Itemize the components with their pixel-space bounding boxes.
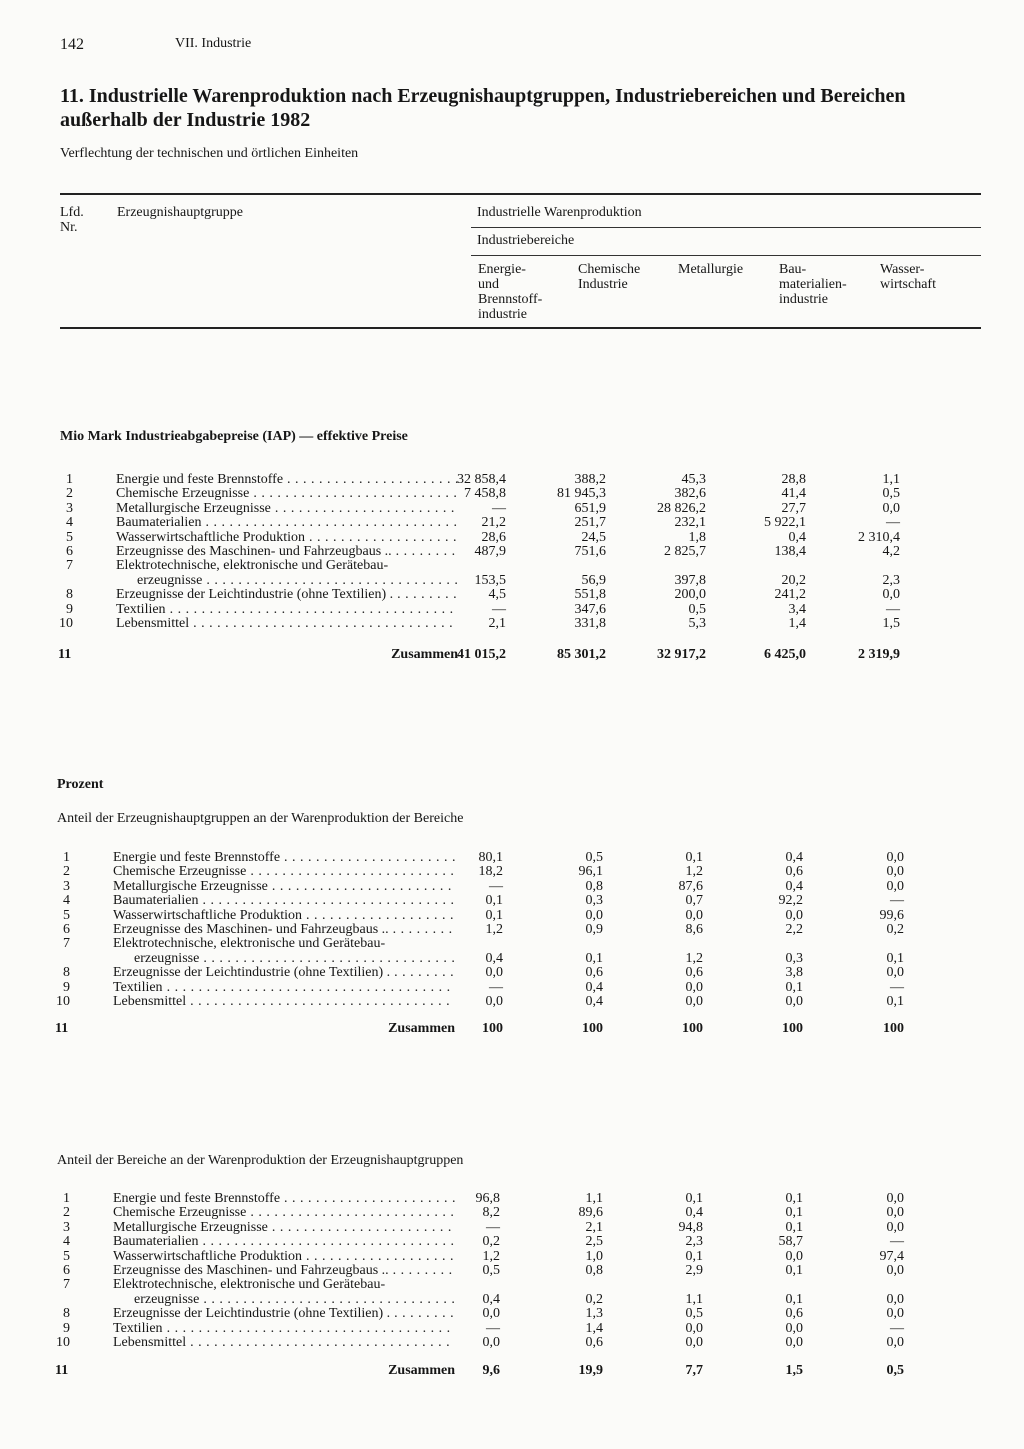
total-number: 11: [55, 1021, 69, 1036]
cell-value: 751,6: [574, 544, 606, 559]
cell-value: 0,0: [485, 994, 503, 1009]
cell-value: 87,6: [678, 878, 703, 894]
cell-value: 347,6: [574, 601, 606, 617]
row-label: Erzeugnisse des Maschinen- und Fahrzeugbaus .. . . .: [113, 1263, 455, 1278]
cell-value: 1,1: [882, 472, 900, 487]
cell-value: 92,2: [778, 893, 803, 909]
cell-value: 2,5: [585, 1234, 603, 1250]
cell-value: —: [492, 500, 506, 516]
row-label: Baumaterialien . . .: [113, 1234, 455, 1249]
cell-value: 3,8: [785, 965, 803, 981]
table-row: [0, 602, 1024, 617]
total-value: 1,5: [785, 1363, 803, 1378]
cell-value: 0,0: [482, 1335, 500, 1350]
cell-value: 0,1: [685, 850, 703, 865]
row-label: Elektrotechnische, elektronische und Gerätebau-: [113, 1277, 386, 1293]
header-col-baumaterialien: Bau- materialien- industrie: [779, 262, 847, 307]
row-label: Lebensmittel . . .: [113, 1335, 455, 1350]
cell-value: 0,1: [585, 950, 603, 966]
header-col-energie: Energie- und Brennstoff- industrie: [478, 262, 543, 322]
cell-value: 487,9: [474, 544, 506, 559]
table-title: 11. Industrielle Warenproduktion nach Erzeugnishauptgruppen, Industriebereichen und Bereichen außerhalb der Industrie 1982: [60, 85, 906, 131]
total-value: 32 917,2: [657, 647, 706, 662]
cell-value: 0,4: [585, 994, 603, 1009]
table-row: [0, 850, 1024, 865]
row-label: Wasserwirtschaftliche Produktion . . .: [116, 530, 458, 545]
cell-value: 0,0: [886, 878, 904, 894]
cell-value: 0,1: [886, 994, 904, 1009]
cell-value: 1,5: [882, 616, 900, 631]
row-label: Chemische Erzeugnisse . . .: [116, 486, 458, 501]
cell-value: 0,3: [785, 950, 803, 966]
cell-value: 0,0: [886, 1335, 904, 1350]
cell-value: 24,5: [581, 529, 606, 545]
chapter-title: VII. Industrie: [175, 36, 252, 51]
table-row: [0, 1263, 1024, 1278]
cell-value: 0,0: [685, 979, 703, 995]
cell-value: 0,6: [585, 1335, 603, 1350]
cell-value: —: [489, 878, 503, 894]
cell-value: 0,0: [685, 1335, 703, 1350]
cell-value: 0,0: [685, 994, 703, 1009]
cell-value: 200,0: [674, 587, 706, 603]
row-label: Lebensmittel . . .: [116, 616, 458, 631]
row-number: 8: [66, 587, 73, 603]
total-value: 100: [883, 1021, 904, 1036]
cell-value: 81 945,3: [557, 486, 606, 502]
section-3-subheading: Anteil der Bereiche an der Warenproduktion der Erzeugnishauptgruppen: [57, 1153, 464, 1168]
cell-value: 21,2: [481, 515, 506, 531]
cell-value: 1,3: [585, 1306, 603, 1322]
table-row: [0, 1191, 1024, 1206]
cell-value: —: [886, 515, 900, 531]
total-number: 11: [55, 1363, 69, 1378]
section-2-subheading: Anteil der Erzeugnishauptgruppen an der Warenproduktion der Bereiche: [57, 811, 464, 826]
table-row: [0, 1321, 1024, 1336]
table-row: [0, 558, 1024, 588]
cell-value: —: [890, 1320, 904, 1336]
page-number: 142: [60, 36, 84, 53]
cell-value: 0,1: [785, 1191, 803, 1206]
cell-value: 8,6: [685, 922, 703, 937]
cell-value: 0,5: [882, 486, 900, 502]
row-label: Wasserwirtschaftliche Produktion . . .: [113, 1249, 455, 1264]
cell-value: 0,4: [785, 878, 803, 894]
cell-value: 0,1: [485, 893, 503, 909]
cell-value: 58,7: [778, 1234, 803, 1250]
cell-value: 0,6: [785, 864, 803, 880]
cell-value: 1,1: [685, 1291, 703, 1307]
total-label: Zusammen: [391, 647, 458, 662]
cell-value: 56,9: [581, 572, 606, 588]
cell-value: 4,2: [882, 544, 900, 559]
table-row: [0, 980, 1024, 995]
cell-value: 251,7: [574, 515, 606, 531]
header-col-wasser: Wasser- wirtschaft: [880, 262, 936, 292]
cell-value: 0,1: [886, 950, 904, 966]
cell-value: 0,4: [485, 950, 503, 966]
total-label: Zusammen: [388, 1363, 455, 1378]
cell-value: 382,6: [674, 486, 706, 502]
row-label-continued: erzeugnisse . . .: [134, 1292, 455, 1307]
row-label: Chemische Erzeugnisse . . .: [113, 1205, 455, 1220]
cell-value: 18,2: [478, 864, 503, 880]
cell-value: 0,4: [785, 850, 803, 865]
section-1-heading: Mio Mark Industrieabgabepreise (IAP) — effektive Preise: [60, 429, 408, 444]
row-label: Wasserwirtschaftliche Produktion . . .: [113, 908, 455, 923]
cell-value: 89,6: [578, 1205, 603, 1221]
table-row: [0, 994, 1024, 1009]
cell-value: 41,4: [781, 486, 806, 502]
row-number: 1: [66, 472, 73, 487]
header-top-rule: [60, 193, 981, 195]
cell-value: 0,0: [886, 850, 904, 865]
cell-value: 0,6: [585, 965, 603, 981]
row-number: 4: [66, 515, 73, 531]
row-number: 3: [66, 500, 73, 516]
header-bottom-rule: [60, 327, 981, 329]
cell-value: 94,8: [678, 1219, 703, 1235]
table-row: [0, 1234, 1024, 1249]
cell-value: —: [886, 601, 900, 617]
cell-value: 0,6: [685, 965, 703, 981]
table-row: [0, 1220, 1024, 1235]
cell-value: 27,7: [781, 500, 806, 516]
cell-value: 1,2: [485, 922, 503, 937]
total-number: 11: [58, 647, 72, 662]
cell-value: 388,2: [574, 472, 606, 487]
cell-value: —: [486, 1219, 500, 1235]
row-label: Textilien . . .: [116, 602, 458, 617]
table-row: [0, 486, 1024, 501]
table-row: [0, 893, 1024, 908]
header-warenproduktion: Industrielle Warenproduktion: [477, 205, 642, 220]
cell-value: 0,4: [482, 1291, 500, 1307]
cell-value: —: [890, 893, 904, 909]
cell-value: 45,3: [681, 472, 706, 487]
cell-value: 0,0: [685, 1320, 703, 1336]
cell-value: 97,4: [879, 1248, 904, 1264]
cell-value: 1,2: [685, 950, 703, 966]
row-number: 8: [63, 1306, 70, 1322]
cell-value: 0,4: [585, 979, 603, 995]
cell-value: 0,0: [886, 1205, 904, 1221]
table-row: [0, 1335, 1024, 1350]
cell-value: 0,2: [482, 1234, 500, 1250]
cell-value: 0,0: [685, 907, 703, 923]
total-row: [0, 1363, 1024, 1378]
row-label: Erzeugnisse der Leichtindustrie (ohne Textilien) . . . .: [113, 1306, 455, 1321]
total-value: 0,5: [886, 1363, 904, 1378]
cell-value: 2,1: [585, 1219, 603, 1235]
cell-value: 28,6: [481, 529, 506, 545]
cell-value: 0,0: [785, 907, 803, 923]
cell-value: 1,0: [585, 1248, 603, 1264]
table-row: [0, 616, 1024, 631]
cell-value: 1,2: [685, 864, 703, 880]
cell-value: 232,1: [674, 515, 706, 531]
cell-value: 0,2: [585, 1291, 603, 1307]
cell-value: 0,5: [585, 850, 603, 865]
row-label: Textilien . . .: [113, 980, 455, 995]
row-label: Baumaterialien . . .: [113, 893, 455, 908]
row-label: Elektrotechnische, elektronische und Gerätebau-: [116, 558, 389, 574]
row-number: 6: [63, 1263, 70, 1278]
table-row: [0, 515, 1024, 530]
cell-value: 28 826,2: [657, 500, 706, 516]
row-number: 7: [66, 558, 73, 574]
row-number: 10: [56, 1335, 70, 1350]
cell-value: —: [486, 1320, 500, 1336]
cell-value: 0,0: [785, 1248, 803, 1264]
table-row: [0, 1277, 1024, 1307]
cell-value: 0,1: [785, 1263, 803, 1278]
cell-value: 0,1: [785, 1219, 803, 1235]
row-label: Energie und feste Brennstoffe . . .: [116, 472, 458, 487]
cell-value: 0,6: [785, 1306, 803, 1322]
cell-value: 0,5: [482, 1263, 500, 1278]
cell-value: —: [890, 979, 904, 995]
header-lfd-nr: Lfd. Nr.: [60, 205, 84, 235]
row-number: 9: [63, 1320, 70, 1336]
cell-value: 0,0: [882, 587, 900, 603]
cell-value: 0,0: [886, 1291, 904, 1307]
row-number: 5: [66, 529, 73, 545]
row-number: 4: [63, 1234, 70, 1250]
table-row: [0, 1249, 1024, 1264]
table-subtitle: Verflechtung der technischen und örtlichen Einheiten: [60, 146, 359, 161]
row-label: Energie und feste Brennstoffe . . .: [113, 1191, 455, 1206]
cell-value: 0,0: [886, 1263, 904, 1278]
cell-value: 0,4: [788, 529, 806, 545]
table-row: [0, 544, 1024, 559]
cell-value: 0,0: [886, 864, 904, 880]
cell-value: 2 825,7: [664, 544, 706, 559]
row-label: Elektrotechnische, elektronische und Gerätebau-: [113, 936, 386, 952]
row-label: Metallurgische Erzeugnisse . . .: [116, 501, 458, 516]
table-row: [0, 908, 1024, 923]
cell-value: 7 458,8: [464, 486, 506, 502]
row-label: Erzeugnisse der Leichtindustrie (ohne Textilien) . . . .: [113, 965, 455, 980]
cell-value: 0,4: [685, 1205, 703, 1221]
cell-value: 96,8: [475, 1191, 500, 1206]
total-value: 9,6: [482, 1363, 500, 1378]
header-col-chemie: Chemische Industrie: [578, 262, 641, 292]
row-number: 3: [63, 1219, 70, 1235]
table-row: [0, 1306, 1024, 1321]
row-label: Erzeugnisse des Maschinen- und Fahrzeugbaus .. . . .: [113, 922, 455, 937]
cell-value: 153,5: [474, 572, 506, 588]
table-row: [0, 864, 1024, 879]
cell-value: 0,1: [485, 907, 503, 923]
cell-value: 1,8: [688, 529, 706, 545]
total-value: 2 319,9: [858, 647, 900, 662]
row-number: 2: [66, 486, 73, 502]
cell-value: 0,0: [785, 1320, 803, 1336]
table-row: [0, 530, 1024, 545]
cell-value: 0,0: [886, 965, 904, 981]
total-value: 100: [682, 1021, 703, 1036]
header-sub-rule-2: [471, 255, 981, 256]
total-value: 19,9: [578, 1363, 603, 1378]
total-value: 7,7: [685, 1363, 703, 1378]
row-label-continued: erzeugnisse . . .: [134, 951, 455, 966]
cell-value: 2,9: [685, 1263, 703, 1278]
cell-value: 0,0: [886, 1191, 904, 1206]
row-number: 7: [63, 1277, 70, 1293]
cell-value: 551,8: [574, 587, 606, 603]
total-value: 100: [482, 1021, 503, 1036]
cell-value: 5 922,1: [764, 515, 806, 531]
row-number: 10: [56, 994, 70, 1009]
cell-value: 2,3: [882, 572, 900, 588]
cell-value: 2 310,4: [858, 529, 900, 545]
cell-value: 0,0: [886, 1219, 904, 1235]
cell-value: 0,8: [585, 878, 603, 894]
cell-value: 4,5: [488, 587, 506, 603]
cell-value: —: [890, 1234, 904, 1250]
row-label: Metallurgische Erzeugnisse . . .: [113, 879, 455, 894]
total-row: [0, 647, 1024, 662]
cell-value: 138,4: [774, 544, 806, 559]
cell-value: 0,2: [886, 922, 904, 937]
cell-value: 2,1: [488, 616, 506, 631]
cell-value: 0,3: [585, 893, 603, 909]
cell-value: 0,9: [585, 922, 603, 937]
cell-value: 0,0: [585, 907, 603, 923]
cell-value: 0,0: [785, 994, 803, 1009]
cell-value: 96,1: [578, 864, 603, 880]
cell-value: 0,1: [685, 1191, 703, 1206]
row-number: 6: [63, 922, 70, 937]
cell-value: 80,1: [478, 850, 503, 865]
cell-value: 8,2: [482, 1205, 500, 1221]
table-row: [0, 936, 1024, 966]
row-number: 1: [63, 1191, 70, 1206]
row-number: 9: [63, 979, 70, 995]
cell-value: 1,2: [482, 1248, 500, 1264]
total-label: Zusammen: [388, 1021, 455, 1036]
cell-value: 0,0: [785, 1335, 803, 1350]
cell-value: 0,7: [685, 893, 703, 909]
cell-value: 0,1: [785, 1205, 803, 1221]
total-value: 100: [582, 1021, 603, 1036]
cell-value: 0,0: [485, 965, 503, 981]
row-number: 9: [66, 601, 73, 617]
cell-value: 331,8: [574, 616, 606, 631]
cell-value: 32 858,4: [457, 472, 506, 487]
cell-value: 397,8: [674, 572, 706, 588]
header-col-metallurgie: Metallurgie: [678, 262, 744, 277]
row-number: 6: [66, 544, 73, 559]
cell-value: 28,8: [781, 472, 806, 487]
row-label: Chemische Erzeugnisse . . .: [113, 864, 455, 879]
cell-value: 0,0: [482, 1306, 500, 1322]
table-row: [0, 965, 1024, 980]
cell-value: 0,5: [685, 1306, 703, 1322]
cell-value: 241,2: [774, 587, 806, 603]
cell-value: 1,1: [585, 1191, 603, 1206]
row-number: 1: [63, 850, 70, 865]
cell-value: 3,4: [788, 601, 806, 617]
row-label-continued: erzeugnisse . . .: [137, 573, 458, 588]
cell-value: 0,1: [685, 1248, 703, 1264]
cell-value: 0,8: [585, 1263, 603, 1278]
table-row: [0, 922, 1024, 937]
total-value: 6 425,0: [764, 647, 806, 662]
row-label: Erzeugnisse des Maschinen- und Fahrzeugbaus .. . . .: [116, 544, 458, 559]
header-sub-rule: [471, 227, 981, 228]
row-number: 7: [63, 936, 70, 952]
total-value: 100: [782, 1021, 803, 1036]
row-number: 8: [63, 965, 70, 981]
table-row: [0, 501, 1024, 516]
row-label: Energie und feste Brennstoffe . . .: [113, 850, 455, 865]
total-value: 85 301,2: [557, 647, 606, 662]
row-label: Lebensmittel . . .: [113, 994, 455, 1009]
cell-value: 0,1: [785, 1291, 803, 1307]
row-label: Metallurgische Erzeugnisse . . .: [113, 1220, 455, 1235]
cell-value: 2,3: [685, 1234, 703, 1250]
row-number: 4: [63, 893, 70, 909]
total-row: [0, 1021, 1024, 1036]
header-group: Erzeugnishauptgruppe: [117, 205, 243, 220]
cell-value: 651,9: [574, 500, 606, 516]
section-2-heading: Prozent: [57, 777, 104, 792]
header-industriebereiche: Industriebereiche: [477, 233, 575, 248]
row-number: 5: [63, 907, 70, 923]
row-number: 2: [63, 864, 70, 880]
table-row: [0, 879, 1024, 894]
row-number: 5: [63, 1248, 70, 1264]
table-row: [0, 1205, 1024, 1220]
cell-value: 5,3: [688, 616, 706, 631]
cell-value: 0,5: [688, 601, 706, 617]
cell-value: 20,2: [781, 572, 806, 588]
row-number: 10: [59, 616, 73, 631]
cell-value: 99,6: [879, 907, 904, 923]
cell-value: 0,1: [785, 979, 803, 995]
cell-value: 1,4: [585, 1320, 603, 1336]
row-label: Baumaterialien . . .: [116, 515, 458, 530]
row-number: 3: [63, 878, 70, 894]
row-label: Erzeugnisse der Leichtindustrie (ohne Textilien) . . . .: [116, 587, 458, 602]
cell-value: 0,0: [886, 1306, 904, 1322]
table-row: [0, 472, 1024, 487]
cell-value: 1,4: [788, 616, 806, 631]
total-value: 41 015,2: [457, 647, 506, 662]
table-row: [0, 587, 1024, 602]
row-number: 2: [63, 1205, 70, 1221]
row-label: Textilien . . .: [113, 1321, 455, 1336]
cell-value: —: [489, 979, 503, 995]
cell-value: 0,0: [882, 500, 900, 516]
cell-value: 2,2: [785, 922, 803, 937]
cell-value: —: [492, 601, 506, 617]
